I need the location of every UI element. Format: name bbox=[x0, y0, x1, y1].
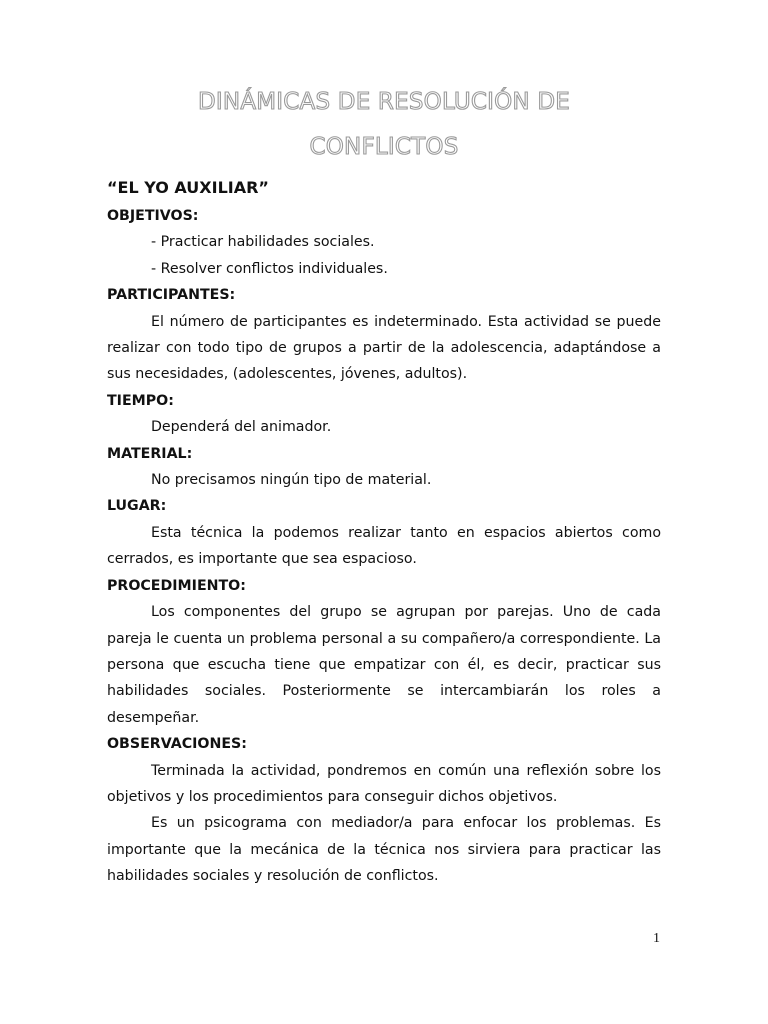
objetivo-item: - Practicar habilidades sociales. bbox=[151, 234, 375, 251]
section-heading-objetivos: OBJETIVOS: bbox=[107, 208, 199, 224]
paragraph-material: No precisamos ningún tipo de material. bbox=[151, 472, 432, 489]
activity-subtitle: “EL YO AUXILIAR” bbox=[107, 178, 269, 197]
paragraph-observaciones-1: Terminada la actividad, pondremos en común una reflexión sobre los objetivos y los procedimientos para conseguir dichos objetivos. bbox=[107, 762, 661, 805]
paragraph-tiempo: Dependerá del animador. bbox=[151, 419, 332, 436]
paragraph-observaciones-2: Es un psicograma con mediador/a para enfocar los problemas. Es importante que la mecánica de la técnica nos sirviera para practicar las habilidades sociales y resolución de conflictos. bbox=[107, 815, 661, 885]
document-title-line1: DINÁMICAS DE RESOLUCIÓN DE bbox=[198, 89, 570, 115]
section-heading-material: MATERIAL: bbox=[107, 445, 193, 462]
page-number: 1 bbox=[653, 931, 660, 946]
section-heading-observaciones: OBSERVACIONES: bbox=[107, 736, 247, 753]
document-body bbox=[107, 176, 661, 890]
objetivo-item: - Resolver conflictos individuales. bbox=[151, 260, 388, 277]
section-heading-tiempo: TIEMPO: bbox=[107, 392, 174, 409]
section-heading-lugar: LUGAR: bbox=[107, 498, 167, 515]
paragraph-lugar: Esta técnica la podemos realizar tanto en espacios abiertos como cerrados, es importante que sea espacioso. bbox=[107, 524, 661, 568]
paragraph-participantes: El número de participantes es indeterminado. Esta actividad se puede realizar con todo tipo de grupos a partir de la adolescencia, adaptándose a sus necesidades, (adolescentes, jóvenes, adultos). bbox=[107, 313, 661, 383]
paragraph-procedimiento: Los componentes del grupo se agrupan por parejas. Uno de cada pareja le cuenta un problema personal a su compañero/a correspondiente. La persona que escucha tiene que empatizar con él, es decir, practicar sus habilidades sociales. Posteriormente se intercambiarán los roles a desempeñar. bbox=[107, 604, 661, 726]
section-heading-participantes: PARTICIPANTES: bbox=[107, 287, 236, 304]
document-title-line2: CONFLICTOS bbox=[309, 134, 459, 160]
section-heading-procedimiento: PROCEDIMIENTO: bbox=[107, 577, 246, 594]
